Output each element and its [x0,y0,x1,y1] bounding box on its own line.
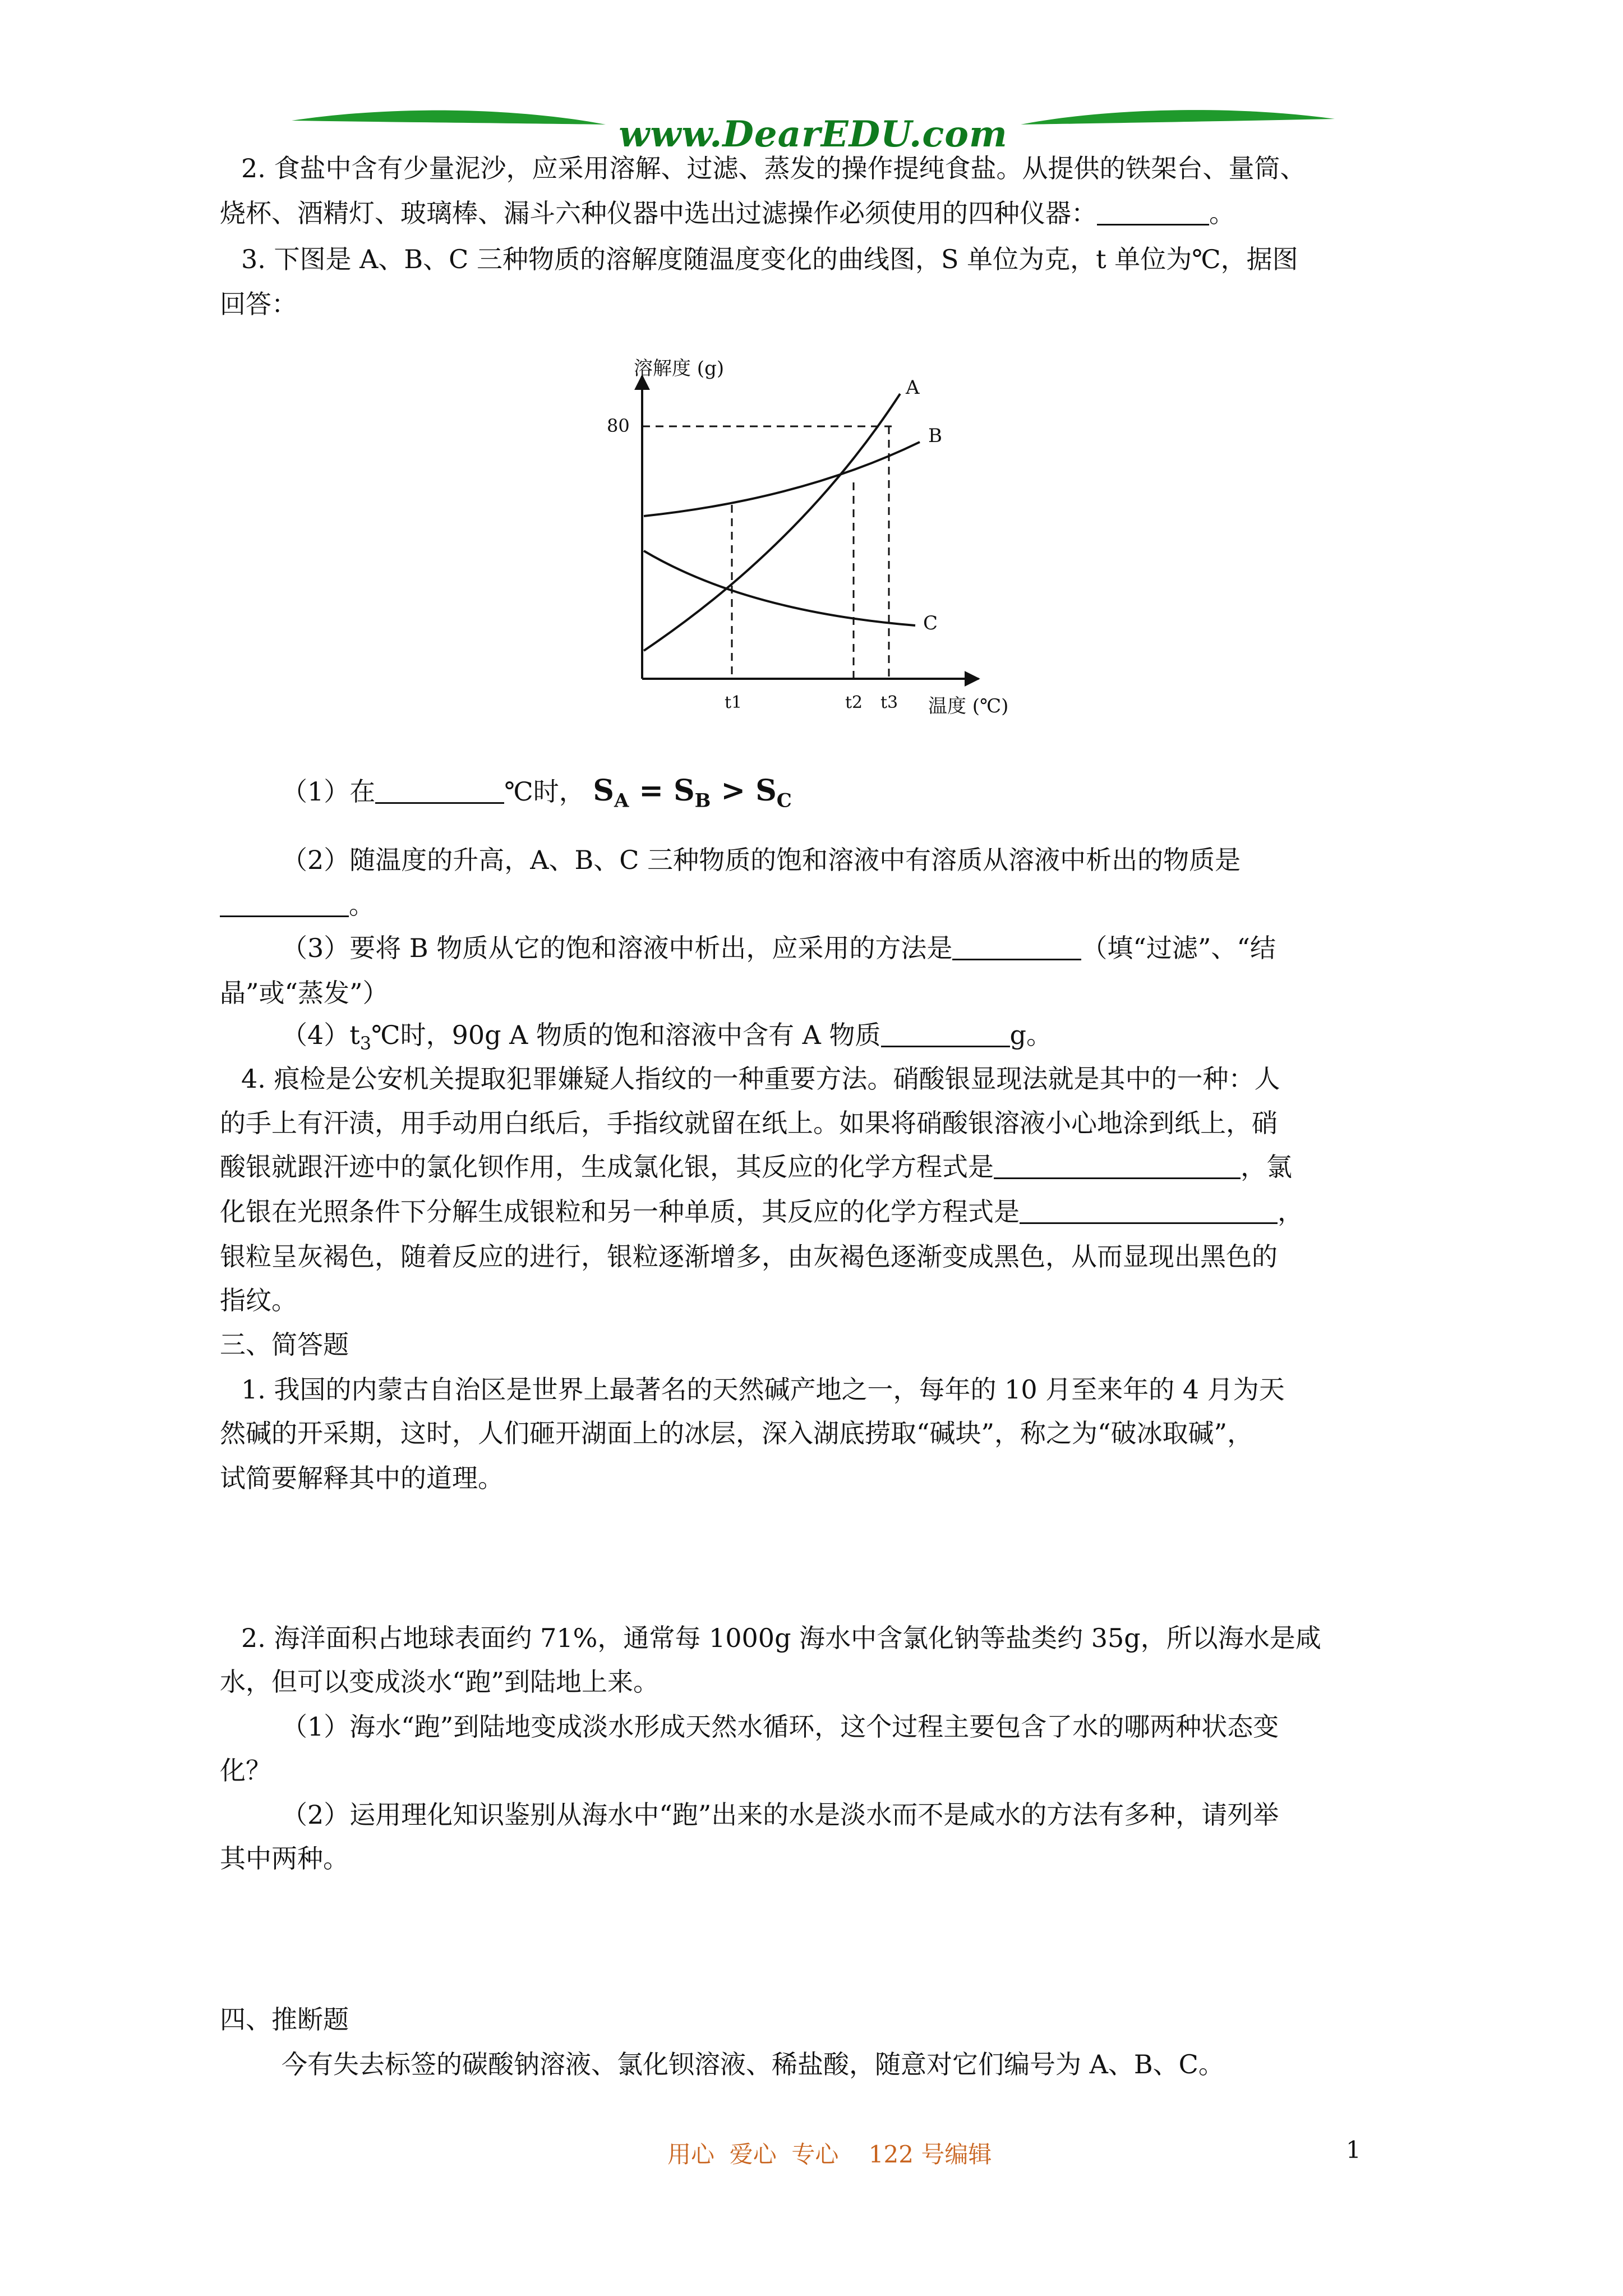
p2-line-2: 水，但可以变成淡水“跑”到陆地上来。 [220,1667,660,1697]
y-tick-80: 80 [607,415,630,436]
p2-line-1: 2. 海洋面积占地球表面约 71%，通常每 1000g 海水中含氯化钠等盐类约 35g，所以海水是咸 [241,1623,1321,1653]
q3-sub4 [282,1018,1052,1060]
q3-sub1-prefix: （1）在 [282,776,376,807]
answer-blank[interactable] [1097,198,1209,226]
y-axis-label: 溶解度 (g) [634,357,725,380]
q3-line-1: 3. 下图是 A、B、C 三种物质的溶解度随温度变化的曲线图，S 单位为克，t 单位为℃，据图 [241,244,1298,274]
answer-blank[interactable] [881,1020,1010,1047]
q4-line-5: 银粒呈灰褐色，随着反应的进行，银粒逐渐增多，由灰褐色逐渐变成黑色，从而显现出黑色的 [220,1241,1278,1272]
answer-blank[interactable] [994,1152,1241,1179]
q3-line-2: 回答： [220,289,297,319]
solubility-relation: $S_A = S_B > S_C$ [593,774,792,812]
q4-line-1: 4. 痕检是公安机关提取犯罪嫌疑人指纹的一种重要方法。硝酸银显现法就是其中的一种：人 [241,1064,1280,1094]
p2-sub1-line-1: （1）海水“跑”到陆地变成淡水形成天然水循环，这个过程主要包含了水的哪两种状态变 [282,1711,1279,1742]
q3-sub4-subscript: 3 [359,1033,372,1055]
p1-line-1: 1. 我国的内蒙古自治区是世界上最著名的天然碱产地之一，每年的 10 月至来年的 4 月为天 [241,1374,1285,1405]
curve-c [644,551,915,625]
q3-sub4-end: g。 [1009,1020,1052,1050]
p1-line-2: 然碱的开采期，这时，人们砸开湖面上的冰层，深入湖底捞取“碱块”，称之为“破冰取碱”， [220,1418,1253,1448]
q4-line-4-end: ， [1278,1197,1303,1227]
q4-line-4-text: 化银在光照条件下分解生成银粒和另一种单质，其反应的化学方程式是 [220,1197,1020,1227]
q2-line-2 [220,196,1235,230]
q4-line-3-end: ，氯 [1241,1152,1292,1182]
q2-line-2-text: 烧杯、酒精灯、玻璃棒、漏斗六种仪器中选出过滤操作必须使用的四种仪器： [220,198,1097,228]
q3-sub4-prefix: （4）t [282,1020,360,1050]
q4-line-3-text: 酸银就跟汗迹中的氯化钡作用，生成氯化银，其反应的化学方程式是 [220,1152,994,1182]
curve-b [644,442,920,516]
answer-blank[interactable] [375,776,504,804]
site-title[interactable]: www.DearEDU.com [619,113,1008,155]
q4-line-4 [220,1195,1303,1228]
page-footer: 用心 爱心 专心 122 号编辑 [667,2141,992,2168]
q2-line-2-end: 。 [1209,198,1235,228]
section-3-heading: 三、简答题 [220,1329,349,1360]
q3-sub3-prefix: （3）要将 B 物质从它的饱和溶液中析出，应采用的方法是 [282,933,953,963]
answer-blank[interactable] [952,933,1081,960]
q3-sub1-unit: ℃时， [504,776,585,807]
q3-sub2-line-2 [220,888,375,922]
solubility-curve-figure [578,348,1054,729]
curve-a [644,394,900,651]
q4-line-6: 指纹。 [220,1285,297,1315]
q2-line-1: 2. 食盐中含有少量泥沙，应采用溶解、过滤、蒸发的操作提纯食盐。从提供的铁架台、量筒、 [241,153,1306,183]
q3-sub4-middle: ℃时，90g A 物质的饱和溶液中含有 A 物质 [371,1020,881,1050]
curve-label-b: B [928,425,942,447]
x-axis-label: 温度 (℃) [928,695,1009,717]
curve-label-c: C [923,612,938,634]
q4-line-3 [220,1150,1292,1184]
q3-sub3-line-2: 晶”或“蒸发”） [220,978,389,1008]
curve-label-a: A [906,376,920,399]
q3-sub2-end: 。 [349,890,375,920]
q3-sub3-suffix: （填“过滤”、“结 [1081,933,1276,963]
x-tick-t3: t3 [880,693,898,712]
section-4-heading: 四、推断题 [220,2004,349,2035]
p2-sub2-line-2: 其中两种。 [220,1843,349,1874]
p2-sub1-line-2: 化？ [220,1755,271,1786]
q3-sub3-line-1 [282,931,1276,965]
page-number: 1 [1346,2136,1361,2164]
q3-sub1 [282,774,792,817]
p1-line-3: 试简要解释其中的道理。 [220,1463,504,1493]
q3-sub2-line-1: （2）随温度的升高，A、B、C 三种物质的饱和溶液中有溶质从溶液中析出的物质是 [282,845,1241,875]
answer-blank[interactable] [1020,1197,1278,1224]
p2-sub2-line-1: （2）运用理化知识鉴别从海水中“跑”出来的水是淡水而不是咸水的方法有多种，请列举 [282,1800,1279,1830]
x-tick-t2: t2 [845,693,863,712]
x-tick-t1: t1 [725,693,743,712]
q4-line-2: 的手上有汗渍，用手动用白纸后，手指纹就留在纸上。如果将硝酸银溶液小心地涂到纸上，硝 [220,1108,1278,1138]
p4-line-1: 今有失去标签的碳酸钠溶液、氯化钡溶液、稀盐酸，随意对它们编号为 A、B、C。 [282,2049,1224,2079]
answer-blank[interactable] [220,890,349,917]
